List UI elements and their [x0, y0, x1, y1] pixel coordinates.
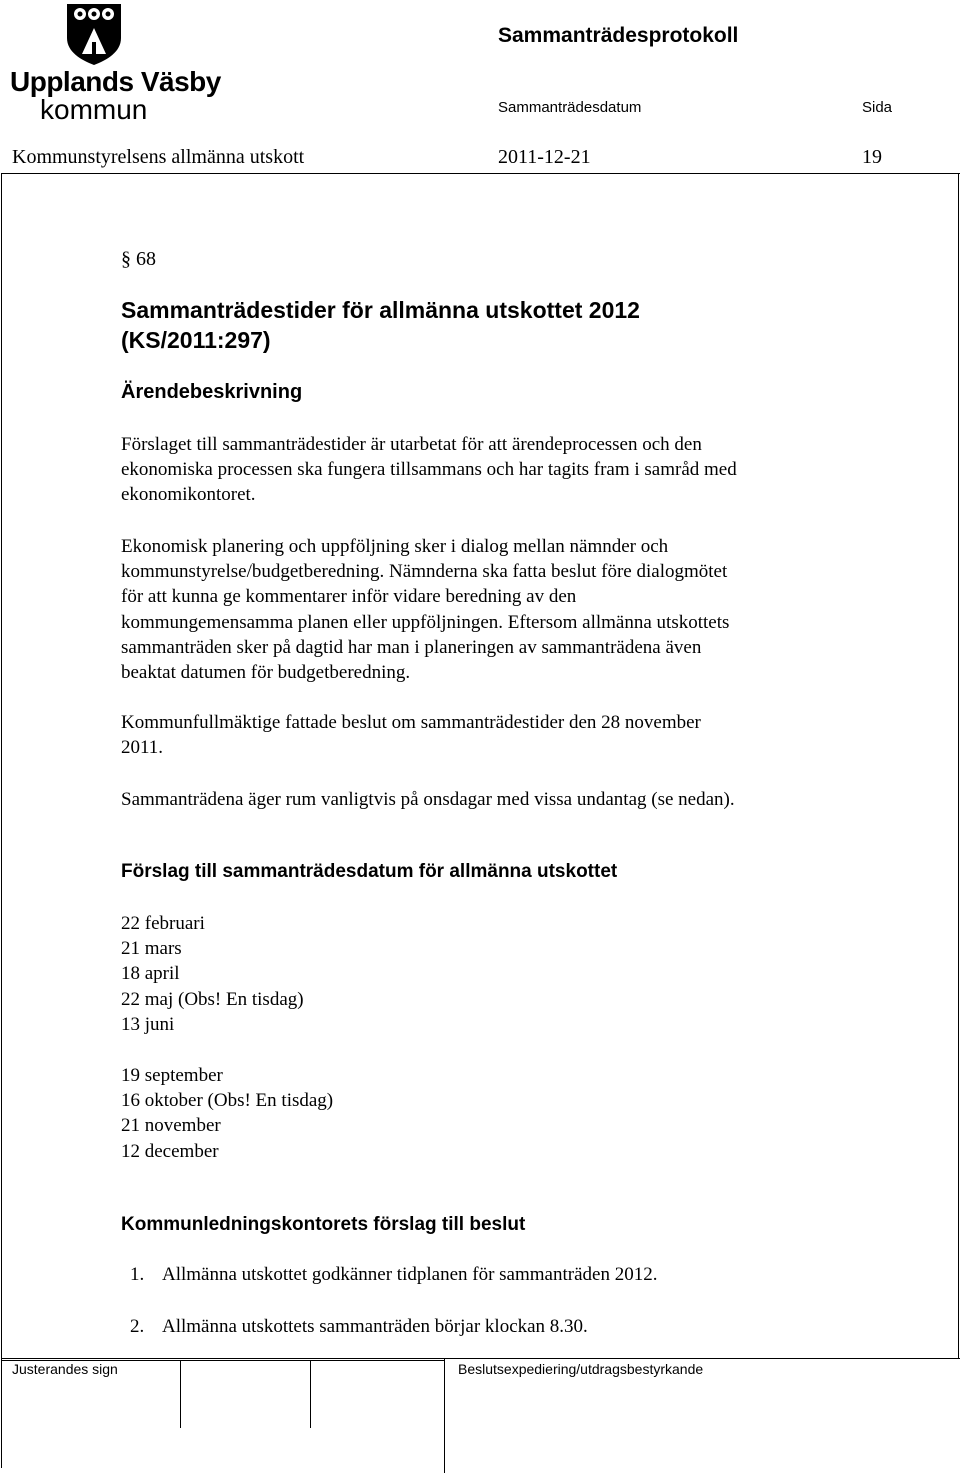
- proposal-heading: Förslag till sammanträdesdatum för allmänna utskottet: [121, 861, 618, 882]
- decision-item: [130, 1264, 657, 1286]
- paragraph-number: 68: [136, 248, 156, 270]
- paragraph-4: Sammanträdena äger rum vanligtvis på onsdagar med vissa undantag (se nedan).: [121, 789, 735, 810]
- page-label: Sida: [862, 99, 893, 116]
- section-title-line2: (KS/2011:297): [121, 327, 271, 353]
- description-heading: Ärendebeskrivning: [121, 381, 303, 403]
- signature-box-divider: [180, 1360, 181, 1428]
- organ-name: Kommunstyrelsens allmänna utskott: [12, 146, 305, 168]
- date-item: 18 april: [121, 963, 180, 985]
- date-item: 19 september: [121, 1065, 223, 1086]
- expedition-label: Beslutsexpediering/utdragsbestyrkande: [458, 1361, 704, 1377]
- date-item: 22 februari: [121, 913, 205, 934]
- date-item: 16 oktober (Obs! En tisdag): [121, 1090, 334, 1112]
- footer-rule: [1, 1358, 960, 1359]
- right-border: [958, 173, 959, 1358]
- dates-autumn-list: [121, 1063, 333, 1164]
- date-item: 21 mars: [121, 938, 182, 960]
- decision-item: [130, 1316, 588, 1338]
- decision-text: Allmänna utskottets sammanträden börjar klockan 8.30.: [162, 1316, 588, 1337]
- logo-kommun: kommun: [40, 94, 148, 125]
- decision-text: Allmänna utskottet godkänner tidplanen för sammanträden 2012.: [162, 1264, 658, 1285]
- date-label: Sammanträdesdatum: [498, 99, 642, 116]
- left-border: [1, 173, 2, 1468]
- signature-box-divider: [444, 1358, 445, 1473]
- signature-label: Justerandes sign: [12, 1361, 118, 1377]
- paragraph-3: Kommunfullmäktige fattade beslut om sammanträdestider den 28 november 2011.: [121, 712, 701, 759]
- coat-of-arms-icon: [65, 2, 123, 66]
- page-number: 19: [862, 146, 882, 168]
- decision-heading: Kommunledningskontorets förslag till beslut: [121, 1214, 526, 1235]
- date-item: 12 december: [121, 1140, 219, 1162]
- date-item: 22 maj (Obs! En tisdag): [121, 988, 304, 1010]
- date-item: 21 november: [121, 1115, 221, 1137]
- signature-box-divider: [310, 1360, 311, 1428]
- decision-number: 1.: [130, 1264, 145, 1285]
- section-title-line1: Sammanträdestider för allmänna utskottet 2012: [121, 297, 640, 323]
- header-rule: [1, 173, 960, 174]
- date-item: 13 juni: [121, 1013, 175, 1035]
- paragraph-1: Förslaget till sammanträdestider är utarbetat för att ärendeprocessen och den ekonomiska processen ska fungera tillsammans och har tagits fram i samråd med ekonomikontoret.: [121, 434, 737, 506]
- doc-type-title: Sammanträdesprotokoll: [498, 24, 739, 47]
- decision-number: 2.: [130, 1316, 145, 1337]
- paragraph-symbol: §: [121, 248, 131, 270]
- section-number: [121, 248, 156, 271]
- dates-spring-list: [121, 911, 304, 1037]
- meeting-date: 2011-12-21: [498, 146, 591, 168]
- paragraph-2: Ekonomisk planering och uppföljning sker i dialog mellan nämnder och kommunstyrelse/budgetberedning. Nämnderna ska fatta beslut före dialogmötet för att kunna ge kommentarer inför vidare beredning av den kommungemensamma planen eller uppföljningen. Eftersom allmänna utskottets sammanträden sker på dagtid har man i planeringen av sammanträdena även beaktat datumen för budgetberedning.: [121, 536, 730, 684]
- logo-name: Upplands Väsby: [10, 66, 221, 97]
- municipality-logo: [10, 2, 221, 125]
